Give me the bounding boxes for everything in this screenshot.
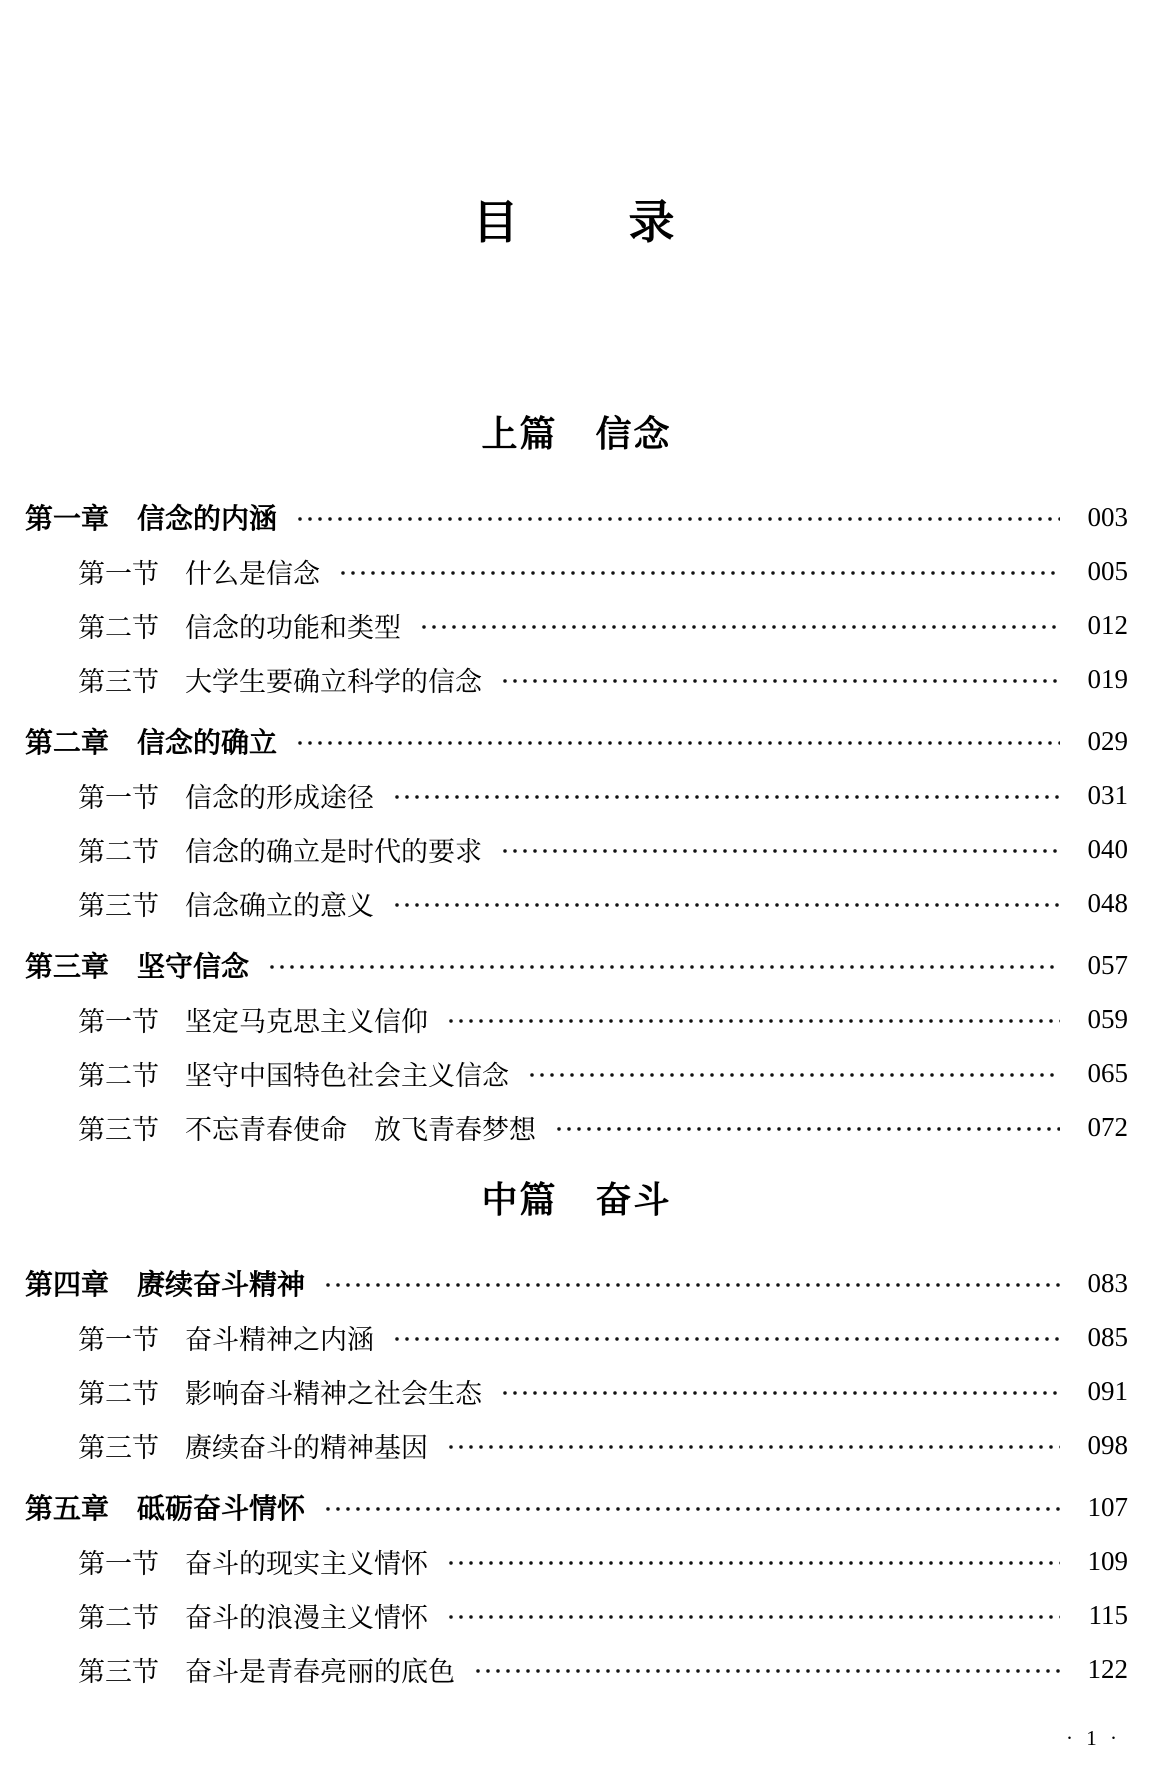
section-number: 第三节 bbox=[78, 1656, 159, 1687]
toc-section-row bbox=[25, 768, 1128, 822]
folio-page-number: · 1 · bbox=[1066, 1726, 1121, 1750]
section-title: 奋斗的浪漫主义情怀 bbox=[185, 1602, 428, 1633]
section-title: 坚定马克思主义信仰 bbox=[185, 1006, 428, 1037]
page-number: 072 bbox=[1087, 1111, 1128, 1142]
page-number: 040 bbox=[1087, 833, 1128, 864]
page-number: 065 bbox=[1087, 1057, 1128, 1088]
dot-leader bbox=[527, 1073, 1060, 1077]
page-number: 003 bbox=[1087, 501, 1128, 532]
toc-section-row bbox=[25, 544, 1128, 598]
section-number: 第一节 bbox=[78, 1548, 159, 1579]
toc-list-part1 bbox=[25, 490, 1128, 1154]
dot-leader bbox=[500, 679, 1060, 683]
section-title: 大学生要确立科学的信念 bbox=[185, 666, 482, 697]
chapter-number: 第三章 bbox=[25, 952, 110, 983]
section-title: 赓续奋斗的精神基因 bbox=[185, 1432, 428, 1463]
dot-leader bbox=[295, 517, 1060, 521]
section-title: 信念确立的意义 bbox=[185, 890, 374, 921]
toc-section-row bbox=[25, 1310, 1128, 1364]
page-number: 115 bbox=[1088, 1599, 1128, 1630]
section-title: 奋斗的现实主义情怀 bbox=[185, 1548, 428, 1579]
section-number: 第一节 bbox=[78, 782, 159, 813]
toc-section-row bbox=[25, 1588, 1128, 1642]
dot-leader bbox=[295, 741, 1060, 745]
toc-section-row bbox=[25, 1418, 1128, 1472]
toc-section-row bbox=[25, 992, 1128, 1046]
toc-section-row bbox=[25, 1100, 1128, 1154]
dot-leader bbox=[500, 849, 1060, 853]
part-heading-struggle: 中篇 奋斗 bbox=[481, 1179, 672, 1220]
section-title: 信念的确立是时代的要求 bbox=[185, 836, 482, 867]
section-title: 不忘青春使命 放飞青春梦想 bbox=[185, 1114, 536, 1145]
toc-section-row bbox=[25, 822, 1128, 876]
section-title: 坚守中国特色社会主义信念 bbox=[185, 1060, 509, 1091]
dot-leader bbox=[446, 1445, 1060, 1449]
toc-chapter-row bbox=[25, 1256, 1128, 1310]
dot-leader bbox=[446, 1615, 1060, 1619]
dot-leader bbox=[500, 1391, 1060, 1395]
dot-leader bbox=[419, 625, 1060, 629]
page-number: 029 bbox=[1087, 725, 1128, 756]
chapter-title: 信念的内涵 bbox=[137, 504, 278, 535]
dot-leader bbox=[473, 1669, 1060, 1673]
page-number: 085 bbox=[1087, 1321, 1128, 1352]
page-number: 031 bbox=[1087, 779, 1128, 810]
chapter-title: 砥砺奋斗情怀 bbox=[137, 1494, 306, 1525]
section-number: 第二节 bbox=[78, 612, 159, 643]
page-number: 083 bbox=[1087, 1267, 1128, 1298]
toc-chapter-row bbox=[25, 938, 1128, 992]
dot-leader bbox=[446, 1019, 1060, 1023]
toc-list-part2 bbox=[25, 1256, 1128, 1696]
section-number: 第一节 bbox=[78, 1006, 159, 1037]
toc-section-row bbox=[25, 1642, 1128, 1696]
chapter-title: 赓续奋斗精神 bbox=[137, 1270, 306, 1301]
toc-section-row bbox=[25, 598, 1128, 652]
chapter-number: 第二章 bbox=[25, 728, 110, 759]
section-number: 第三节 bbox=[78, 666, 159, 697]
section-title: 信念的形成途径 bbox=[185, 782, 374, 813]
toc-section-row bbox=[25, 1046, 1128, 1100]
chapter-number: 第一章 bbox=[25, 504, 110, 535]
dot-leader bbox=[323, 1507, 1060, 1511]
section-number: 第一节 bbox=[78, 1324, 159, 1355]
toc-chapter-row bbox=[25, 714, 1128, 768]
dot-leader bbox=[323, 1283, 1060, 1287]
page-number: 048 bbox=[1087, 887, 1128, 918]
page-number: 059 bbox=[1087, 1003, 1128, 1034]
page-number: 098 bbox=[1087, 1429, 1128, 1460]
page-number: 109 bbox=[1087, 1545, 1128, 1576]
dot-leader bbox=[392, 903, 1060, 907]
page-number: 107 bbox=[1087, 1491, 1128, 1522]
toc-section-row bbox=[25, 652, 1128, 706]
section-number: 第二节 bbox=[78, 836, 159, 867]
section-number: 第三节 bbox=[78, 1114, 159, 1145]
section-number: 第二节 bbox=[78, 1378, 159, 1409]
toc-chapter-row bbox=[25, 490, 1128, 544]
dot-leader bbox=[338, 571, 1060, 575]
toc-section-row bbox=[25, 1534, 1128, 1588]
dot-leader bbox=[392, 1337, 1060, 1341]
dot-leader bbox=[267, 965, 1060, 969]
dot-leader bbox=[392, 795, 1060, 799]
toc-section-row bbox=[25, 876, 1128, 930]
section-title: 信念的功能和类型 bbox=[185, 612, 401, 643]
chapter-title: 信念的确立 bbox=[137, 728, 278, 759]
section-title: 影响奋斗精神之社会生态 bbox=[185, 1378, 482, 1409]
page-number: 122 bbox=[1087, 1653, 1128, 1684]
page-title: 目 录 bbox=[472, 197, 681, 248]
page-number: 057 bbox=[1087, 949, 1128, 980]
page-number: 005 bbox=[1087, 555, 1128, 586]
section-number: 第三节 bbox=[78, 1432, 159, 1463]
section-number: 第一节 bbox=[78, 558, 159, 589]
page-number: 019 bbox=[1087, 663, 1128, 694]
part-heading-belief: 上篇 信念 bbox=[481, 413, 672, 454]
section-title: 奋斗是青春亮丽的底色 bbox=[185, 1656, 455, 1687]
section-number: 第三节 bbox=[78, 890, 159, 921]
section-title: 什么是信念 bbox=[185, 558, 320, 589]
dot-leader bbox=[446, 1561, 1060, 1565]
section-number: 第二节 bbox=[78, 1060, 159, 1091]
page-number: 091 bbox=[1087, 1375, 1128, 1406]
chapter-title: 坚守信念 bbox=[137, 952, 250, 983]
chapter-number: 第五章 bbox=[25, 1494, 110, 1525]
section-title: 奋斗精神之内涵 bbox=[185, 1324, 374, 1355]
section-number: 第二节 bbox=[78, 1602, 159, 1633]
toc-section-row bbox=[25, 1364, 1128, 1418]
chapter-number: 第四章 bbox=[25, 1270, 110, 1301]
page-number: 012 bbox=[1087, 609, 1128, 640]
toc-chapter-row bbox=[25, 1480, 1128, 1534]
dot-leader bbox=[554, 1127, 1060, 1131]
